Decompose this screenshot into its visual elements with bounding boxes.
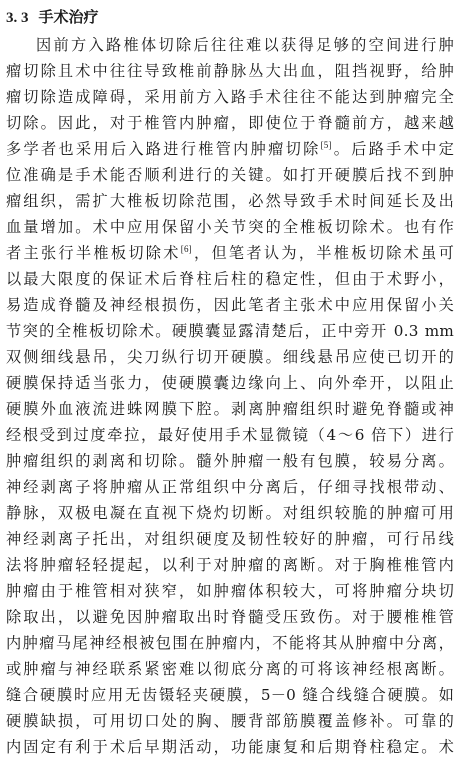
- line-text: 瘤切除且术中往往导致椎前静脉丛大出血，阻挡视野，给肿: [6, 62, 454, 80]
- line-text: 切除。因此，对于椎管内肿瘤，即使位于脊髓前方，越来越: [6, 114, 454, 132]
- line-text: 硬膜保持适当张力，使硬膜囊边缘向上、向外牵开，以阻止: [6, 374, 454, 392]
- line-text: 缝合硬膜时应用无齿镊轻夹硬膜，5－0 缝合线缝合硬膜。如: [6, 686, 454, 704]
- text-line: [6, 266, 454, 292]
- line-text: 双侧细线悬吊，尖刀纵行切开硬膜。细线悬吊应使已切开的: [6, 348, 454, 366]
- line-text: 除取出，以避免因肿瘤取出时脊髓受压致伤。对于腰椎椎管: [6, 608, 454, 626]
- text-line: [6, 396, 454, 422]
- line-text: 内固定有利于术后早期活动，功能康复和后期脊柱稳定。术: [6, 738, 454, 756]
- text-line: [6, 500, 454, 526]
- text-line: [6, 552, 454, 578]
- text-line: [6, 84, 454, 110]
- line-text: 肿瘤组织的剥离和切除。髓外肿瘤一般有包膜，较易分离。: [6, 452, 454, 470]
- text-line: [6, 474, 454, 500]
- line-text: 硬膜缺损，可用切口处的胸、腰背部筋膜覆盖修补。可靠的: [6, 712, 454, 730]
- text-line: [6, 734, 454, 760]
- citation-ref: [6]: [180, 243, 192, 254]
- line-text-continued: ，但笔者认为，半椎板切除术虽可: [191, 244, 455, 262]
- text-line: [6, 240, 454, 266]
- section-title: 手术治疗: [38, 8, 99, 26]
- text-line: [6, 162, 454, 188]
- text-line: [6, 214, 454, 240]
- text-line: [6, 578, 454, 604]
- text-line: [6, 708, 454, 734]
- line-text: 肿瘤由于椎管相对狭窄，如肿瘤体积较大，可将肿瘤分块切: [6, 582, 454, 600]
- section-heading: [6, 6, 454, 28]
- line-text: 硬膜外血液流进蛛网膜下腔。剥离肿瘤组织时避免脊髓或神: [6, 400, 454, 418]
- text-line: [6, 682, 454, 708]
- line-text: 法将肿瘤轻轻提起，以利于对肿瘤的离断。对于胸椎椎管内: [6, 556, 454, 574]
- text-line: [6, 656, 454, 682]
- line-text: 以最大限度的保证术后脊柱后柱的稳定性，但由于术野小，: [6, 270, 454, 288]
- line-text: 内肿瘤马尾神经根被包围在肿瘤内，不能将其从肿瘤中分离，: [6, 634, 454, 652]
- line-text: 神经剥离子托出，对组织硬度及韧性较好的肿瘤，可行吊线: [6, 530, 454, 548]
- text-line: [6, 318, 454, 344]
- text-line: [6, 448, 454, 474]
- text-line: [6, 344, 454, 370]
- line-text: 易造成脊髓及神经根损伤，因此笔者主张术中应用保留小关: [6, 296, 454, 314]
- line-text: 多学者也采用后入路进行椎管内肿瘤切除: [6, 140, 321, 158]
- line-text: 因前方入路椎体切除后往往难以获得足够的空间进行肿: [36, 36, 454, 54]
- text-line: [6, 630, 454, 656]
- text-line: [6, 58, 454, 84]
- line-text: 神经剥离子将肿瘤从正常组织中分离后，仔细寻找根带动、: [6, 478, 454, 496]
- line-text: 或肿瘤与神经联系紧密难以彻底分离的可将该神经根离断。: [6, 660, 454, 678]
- line-text: 者主张行半椎板切除术: [6, 244, 181, 262]
- text-line: [6, 136, 454, 162]
- text-line: [6, 32, 454, 58]
- text-line: [6, 292, 454, 318]
- text-line: [6, 604, 454, 630]
- body-paragraph: [6, 32, 454, 760]
- line-text: 位准确是手术能否顺利进行的关键。如打开硬膜后找不到肿: [6, 166, 454, 184]
- text-line: [6, 110, 454, 136]
- line-text-continued: 。后路手术中定: [331, 140, 454, 158]
- text-line: [6, 422, 454, 448]
- citation-ref: [5]: [320, 139, 332, 150]
- line-text: 节突的全椎板切除术。硬膜囊显露清楚后，正中旁开 0.3 mm: [6, 322, 454, 340]
- section-number: 3. 3: [6, 10, 29, 26]
- line-text: 经根受到过度牵拉，最好使用手术显微镜（4～6 倍下）进行: [6, 426, 454, 444]
- line-text: 瘤切除造成障碍，采用前方入路手术往往不能达到肿瘤完全: [6, 88, 454, 106]
- line-text: 血量增加。术中应用保留小关节突的全椎板切除术。也有作: [6, 218, 454, 236]
- text-line: [6, 526, 454, 552]
- line-text: 静脉，双极电凝在直视下烧灼切断。对组织较脆的肿瘤可用: [6, 504, 454, 522]
- text-line: [6, 370, 454, 396]
- text-line: [6, 188, 454, 214]
- line-text: 瘤组织，需扩大椎板切除范围，必然导致手术时间延长及出: [6, 192, 454, 210]
